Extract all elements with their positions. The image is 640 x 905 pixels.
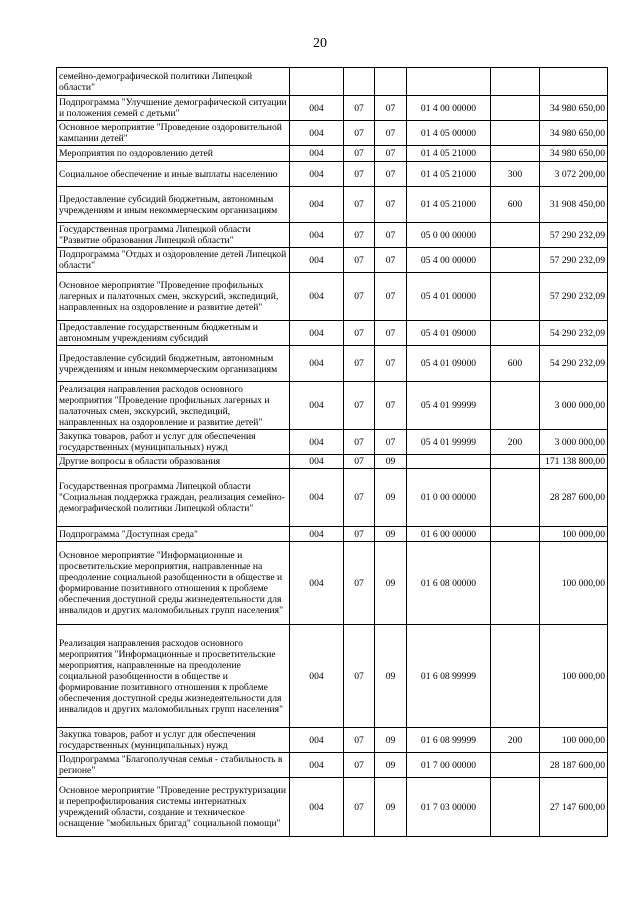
row-name-cell: Реализация направления расходов основного мероприятия "Проведение профильных лагерных и палаточных смен, экскурсий, экспедиций, направленных на оздоровление и развитие детей" <box>57 382 290 430</box>
row-ministry-code-cell: 004 <box>290 382 344 430</box>
row-subsection-cell: 07 <box>375 321 407 346</box>
row-name-cell: Предоставление субсидий бюджетным, автономным учреждениям и иным некоммерческим организациям <box>57 187 290 223</box>
table-row <box>57 146 608 162</box>
row-ministry-code-cell: 004 <box>290 96 344 121</box>
row-name-cell: Другие вопросы в области образования <box>57 455 290 469</box>
table-row <box>57 346 608 382</box>
row-ministry-code-cell: 004 <box>290 778 344 837</box>
row-target-article-cell: 05 4 01 00000 <box>407 273 491 321</box>
row-subsection-cell: 09 <box>375 542 407 625</box>
row-target-article-cell: 01 7 00 00000 <box>407 753 491 778</box>
row-ministry-code-cell: 004 <box>290 346 344 382</box>
row-amount-cell: 34 980 650,00 <box>540 121 608 146</box>
row-ministry-code-cell: 004 <box>290 223 344 248</box>
row-target-article-cell: 01 6 08 00000 <box>407 542 491 625</box>
row-name-cell: Закупка товаров, работ и услуг для обеспечения государственных (муниципальных) нужд <box>57 430 290 455</box>
row-name-cell: Предоставление государственным бюджетным и автономным учреждениям субсидий <box>57 321 290 346</box>
row-amount-cell: 57 290 232,09 <box>540 273 608 321</box>
table-row <box>57 321 608 346</box>
row-target-article-cell: 05 4 01 99999 <box>407 382 491 430</box>
row-ministry-code-cell: 004 <box>290 625 344 728</box>
row-subsection-cell <box>375 68 407 96</box>
budget-table-body <box>57 68 608 837</box>
row-subsection-cell: 07 <box>375 382 407 430</box>
row-expense-type-cell: 200 <box>491 728 540 753</box>
page-number: 20 <box>313 36 327 51</box>
row-section-cell: 07 <box>344 430 375 455</box>
row-subsection-cell: 07 <box>375 430 407 455</box>
row-subsection-cell: 09 <box>375 455 407 469</box>
row-target-article-cell: 01 4 05 00000 <box>407 121 491 146</box>
row-target-article-cell <box>407 68 491 96</box>
row-section-cell: 07 <box>344 382 375 430</box>
row-target-article-cell: 01 4 05 21000 <box>407 162 491 187</box>
row-subsection-cell: 09 <box>375 778 407 837</box>
table-row <box>57 542 608 625</box>
row-amount-cell: 31 908 450,00 <box>540 187 608 223</box>
row-amount-cell: 34 980 650,00 <box>540 96 608 121</box>
row-section-cell: 07 <box>344 187 375 223</box>
row-amount-cell: 54 290 232,09 <box>540 321 608 346</box>
row-section-cell <box>344 68 375 96</box>
table-row <box>57 778 608 837</box>
table-row <box>57 223 608 248</box>
row-name-cell: Подпрограмма "Улучшение демографической ситуации и положения семей с детьми" <box>57 96 290 121</box>
row-section-cell: 07 <box>344 248 375 273</box>
row-amount-cell: 57 290 232,09 <box>540 248 608 273</box>
row-section-cell: 07 <box>344 273 375 321</box>
row-target-article-cell: 01 0 00 00000 <box>407 469 491 527</box>
table-row <box>57 68 608 96</box>
row-subsection-cell: 09 <box>375 469 407 527</box>
row-target-article-cell: 05 4 01 09000 <box>407 321 491 346</box>
row-subsection-cell: 09 <box>375 625 407 728</box>
row-subsection-cell: 07 <box>375 146 407 162</box>
table-row <box>57 527 608 542</box>
row-expense-type-cell <box>491 273 540 321</box>
row-amount-cell: 28 287 600,00 <box>540 469 608 527</box>
row-amount-cell: 34 980 650,00 <box>540 146 608 162</box>
row-name-cell: Основное мероприятие "Проведение профильных лагерных и палаточных смен, экскурсий, экспедиций, направленных на оздоровление и развитие детей" <box>57 273 290 321</box>
row-expense-type-cell <box>491 146 540 162</box>
row-target-article-cell: 01 4 05 21000 <box>407 146 491 162</box>
row-amount-cell <box>540 68 608 96</box>
row-amount-cell: 100 000,00 <box>540 728 608 753</box>
row-amount-cell: 171 138 800,00 <box>540 455 608 469</box>
row-target-article-cell <box>407 455 491 469</box>
row-ministry-code-cell: 004 <box>290 430 344 455</box>
row-section-cell: 07 <box>344 96 375 121</box>
row-target-article-cell: 01 6 00 00000 <box>407 527 491 542</box>
row-amount-cell: 27 147 600,00 <box>540 778 608 837</box>
row-subsection-cell: 07 <box>375 187 407 223</box>
row-amount-cell: 100 000,00 <box>540 542 608 625</box>
row-expense-type-cell <box>491 121 540 146</box>
row-ministry-code-cell: 004 <box>290 248 344 273</box>
row-name-cell: Подпрограмма "Благополучная семья - стабильность в регионе" <box>57 753 290 778</box>
row-target-article-cell: 01 6 08 99999 <box>407 728 491 753</box>
row-expense-type-cell <box>491 248 540 273</box>
row-target-article-cell: 01 6 08 99999 <box>407 625 491 728</box>
row-name-cell: Реализация направления расходов основного мероприятия "Информационные и просветительские мероприятия, направленные на преодоление социальной разобщенности в обществе и формирование позитивного отношения к проблеме обеспечения доступной среды жизнедеятельности для инвалидов и других маломобильных групп населения" <box>57 625 290 728</box>
row-section-cell: 07 <box>344 346 375 382</box>
row-name-cell: Подпрограмма "Доступная среда" <box>57 527 290 542</box>
row-target-article-cell: 01 4 00 00000 <box>407 96 491 121</box>
row-section-cell: 07 <box>344 162 375 187</box>
row-expense-type-cell <box>491 625 540 728</box>
row-section-cell: 07 <box>344 527 375 542</box>
row-subsection-cell: 09 <box>375 527 407 542</box>
row-subsection-cell: 07 <box>375 121 407 146</box>
row-target-article-cell: 05 4 01 09000 <box>407 346 491 382</box>
row-expense-type-cell <box>491 223 540 248</box>
table-row <box>57 728 608 753</box>
row-amount-cell: 28 187 600,00 <box>540 753 608 778</box>
row-subsection-cell: 07 <box>375 346 407 382</box>
row-expense-type-cell: 300 <box>491 162 540 187</box>
row-ministry-code-cell <box>290 68 344 96</box>
row-name-cell: Предоставление субсидий бюджетным, автономным учреждениям и иным некоммерческим организациям <box>57 346 290 382</box>
row-section-cell: 07 <box>344 121 375 146</box>
row-target-article-cell: 01 4 05 21000 <box>407 187 491 223</box>
row-amount-cell: 57 290 232,09 <box>540 223 608 248</box>
row-expense-type-cell <box>491 382 540 430</box>
row-section-cell: 07 <box>344 321 375 346</box>
row-target-article-cell: 01 7 03 00000 <box>407 778 491 837</box>
row-ministry-code-cell: 004 <box>290 527 344 542</box>
row-ministry-code-cell: 004 <box>290 162 344 187</box>
row-ministry-code-cell: 004 <box>290 753 344 778</box>
row-name-cell: Государственная программа Липецкой области "Развитие образования Липецкой области" <box>57 223 290 248</box>
table-row <box>57 187 608 223</box>
table-row <box>57 430 608 455</box>
row-amount-cell: 3 000 000,00 <box>540 382 608 430</box>
row-expense-type-cell <box>491 527 540 542</box>
table-row <box>57 121 608 146</box>
row-target-article-cell: 05 4 00 00000 <box>407 248 491 273</box>
row-name-cell: Основное мероприятие "Информационные и просветительские мероприятия, направленные на преодоление социальной разобщенности в обществе и формирование позитивного отношения к проблеме обеспечения доступной среды жизнедеятельности для инвалидов и других маломобильных групп населения" <box>57 542 290 625</box>
row-subsection-cell: 07 <box>375 96 407 121</box>
row-subsection-cell: 09 <box>375 753 407 778</box>
row-ministry-code-cell: 004 <box>290 455 344 469</box>
row-section-cell: 07 <box>344 469 375 527</box>
row-section-cell: 07 <box>344 625 375 728</box>
row-expense-type-cell <box>491 96 540 121</box>
row-expense-type-cell <box>491 321 540 346</box>
row-section-cell: 07 <box>344 728 375 753</box>
row-expense-type-cell <box>491 455 540 469</box>
row-amount-cell: 100 000,00 <box>540 527 608 542</box>
row-section-cell: 07 <box>344 542 375 625</box>
row-amount-cell: 54 290 232,09 <box>540 346 608 382</box>
row-expense-type-cell: 600 <box>491 187 540 223</box>
row-expense-type-cell <box>491 469 540 527</box>
table-row <box>57 753 608 778</box>
row-expense-type-cell <box>491 778 540 837</box>
table-row <box>57 382 608 430</box>
table-row <box>57 469 608 527</box>
row-ministry-code-cell: 004 <box>290 321 344 346</box>
table-row <box>57 455 608 469</box>
row-expense-type-cell <box>491 542 540 625</box>
row-expense-type-cell <box>491 753 540 778</box>
row-section-cell: 07 <box>344 778 375 837</box>
table-row <box>57 625 608 728</box>
row-subsection-cell: 07 <box>375 223 407 248</box>
row-subsection-cell: 07 <box>375 162 407 187</box>
row-subsection-cell: 07 <box>375 248 407 273</box>
row-name-cell: Мероприятия по оздоровлению детей <box>57 146 290 162</box>
row-section-cell: 07 <box>344 223 375 248</box>
row-subsection-cell: 07 <box>375 273 407 321</box>
row-subsection-cell: 09 <box>375 728 407 753</box>
row-amount-cell: 3 000 000,00 <box>540 430 608 455</box>
row-ministry-code-cell: 004 <box>290 121 344 146</box>
row-name-cell: Подпрограмма "Отдых и оздоровление детей Липецкой области" <box>57 248 290 273</box>
row-amount-cell: 3 072 200,00 <box>540 162 608 187</box>
row-name-cell: семейно-демографической политики Липецкой области" <box>57 68 290 96</box>
row-section-cell: 07 <box>344 146 375 162</box>
row-name-cell: Основное мероприятие "Проведение оздоровительной кампании детей" <box>57 121 290 146</box>
row-amount-cell: 100 000,00 <box>540 625 608 728</box>
table-row <box>57 162 608 187</box>
row-ministry-code-cell: 004 <box>290 273 344 321</box>
row-expense-type-cell <box>491 68 540 96</box>
row-target-article-cell: 05 0 00 00000 <box>407 223 491 248</box>
row-expense-type-cell: 200 <box>491 430 540 455</box>
row-ministry-code-cell: 004 <box>290 469 344 527</box>
row-expense-type-cell: 600 <box>491 346 540 382</box>
row-ministry-code-cell: 004 <box>290 542 344 625</box>
budget-table <box>56 67 608 837</box>
row-name-cell: Государственная программа Липецкой области "Социальная поддержка граждан, реализация семейно-демографической политики Липецкой области" <box>57 469 290 527</box>
row-name-cell: Социальное обеспечение и иные выплаты населению <box>57 162 290 187</box>
row-ministry-code-cell: 004 <box>290 728 344 753</box>
row-section-cell: 07 <box>344 455 375 469</box>
row-name-cell: Закупка товаров, работ и услуг для обеспечения государственных (муниципальных) нужд <box>57 728 290 753</box>
row-ministry-code-cell: 004 <box>290 146 344 162</box>
row-ministry-code-cell: 004 <box>290 187 344 223</box>
table-row <box>57 248 608 273</box>
table-row <box>57 96 608 121</box>
row-target-article-cell: 05 4 01 99999 <box>407 430 491 455</box>
row-name-cell: Основное мероприятие "Проведение реструктуризации и перепрофилирования системы интернатных учреждений области, создание и техническое оснащение "мобильных бригад" социальной помощи" <box>57 778 290 837</box>
row-section-cell: 07 <box>344 753 375 778</box>
table-row <box>57 273 608 321</box>
